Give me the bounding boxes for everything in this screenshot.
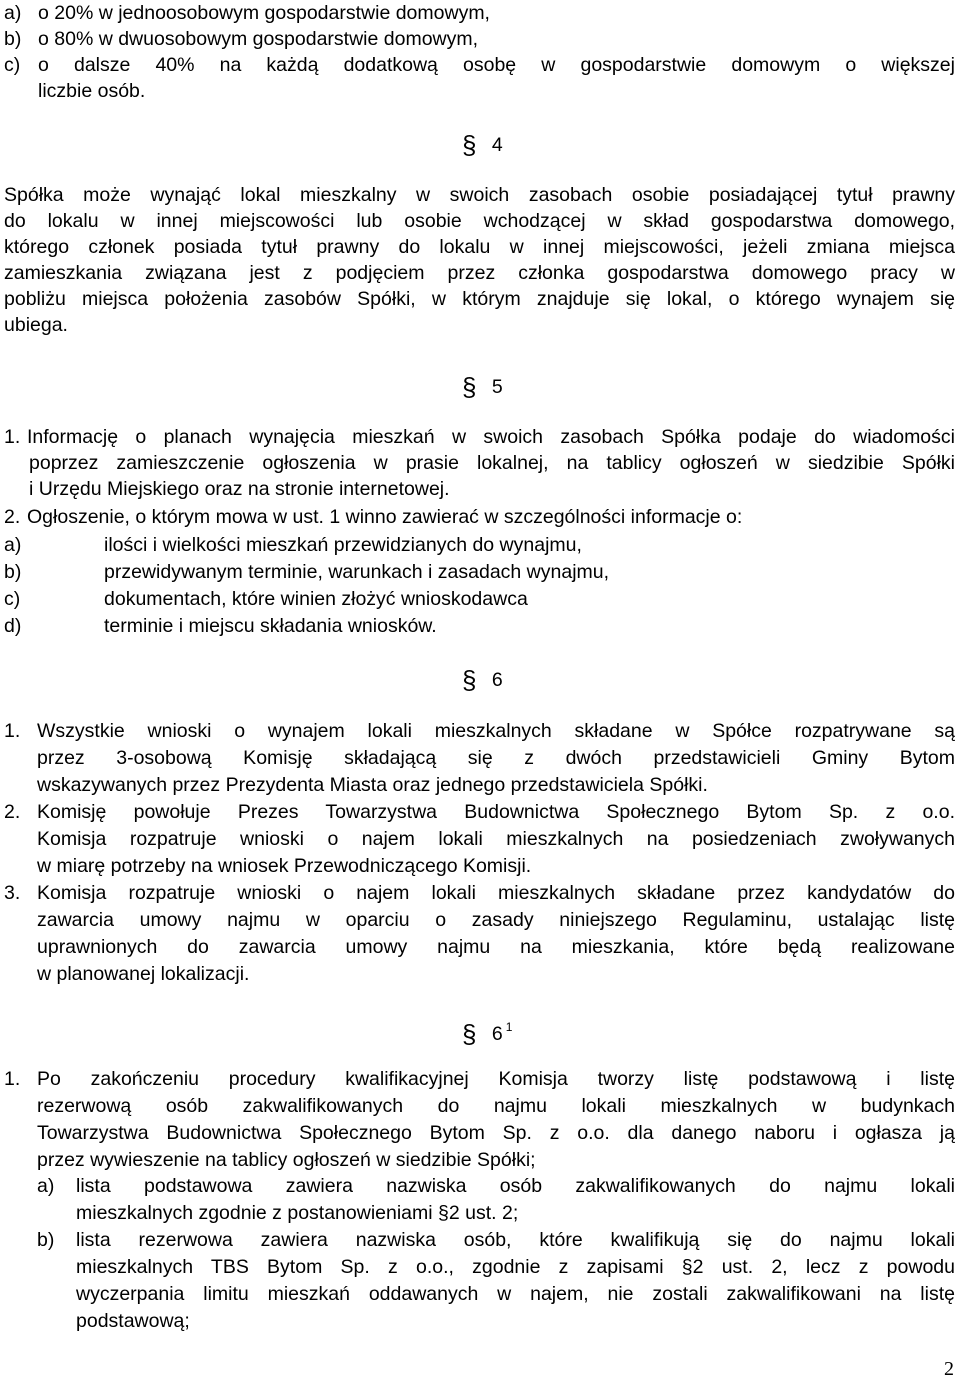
section-number: 4 [491, 134, 503, 156]
paragraph-line: w miarę potrzeby na wniosek Przewodniczącego Komisji. [37, 855, 532, 877]
point-marker: 3. [4, 882, 21, 904]
section-number: 6 [491, 1023, 503, 1045]
point-marker: 1. [4, 1068, 21, 1090]
section-heading-4 [462, 132, 503, 158]
paragraph-line: Komisja rozpatruje wnioski o najem lokali mieszkalnych składane przez kandydatów do [37, 882, 955, 904]
paragraph-line: Spółka może wynająć lokal mieszkalny w swoich zasobach osobie posiadającej tytuł prawny [4, 184, 955, 206]
list-item-line: lista podstawowa zawiera nazwiska osób zakwalifikowanych do najmu lokali [76, 1175, 955, 1197]
section-sign: § [462, 665, 477, 695]
list-marker: b) [37, 1229, 55, 1251]
list-item: przewidywanym terminie, warunkach i zasadach wynajmu, [104, 561, 610, 583]
list-item-c: o dalsze 40% na każdą dodatkową osobę w gospodarstwie domowym o większej [38, 54, 955, 76]
section-number: 6 [491, 669, 503, 691]
paragraph-line: wskazywanych przez Prezydenta Miasta oraz jednego przedstawiciela Spółki. [37, 774, 708, 796]
list-item-line: wyczerpania limitu mieszkań oddawanych w najem, nie zostali zakwalifikowani na listę [76, 1283, 955, 1305]
section-heading-5 [462, 374, 503, 400]
section-heading-6-1 [462, 1014, 513, 1049]
paragraph-line: przez 3-osobową Komisję składającą się z dwóch przedstawicieli Gminy Bytom [37, 747, 955, 769]
paragraph-line: zamieszkania związana jest z podjęciem przez członka gospodarstwa domowego pracy w [4, 262, 955, 284]
paragraph-line: zawarcia umowy najmu w oparciu o zasady niniejszego Regulaminu, ustalając listę [37, 909, 955, 931]
paragraph-line: Komisja rozpatruje wnioski o najem lokali mieszkalnych na posiedzeniach zwoływanych [37, 828, 955, 850]
paragraph-line: poprzez zamieszczenie ogłoszenia w prasie lokalnej, na tablicy ogłoszeń w siedzibie Spółki [29, 452, 955, 474]
paragraph-line: Informację o planach wynajęcia mieszkań w swoich zasobach Spółka podaje do wiadomości [27, 426, 955, 448]
list-item-b: o 80% w dwuosobowym gospodarstwie domowym, [38, 28, 479, 50]
paragraph-line: ubiega. [4, 314, 68, 336]
list-item: ilości i wielkości mieszkań przewidzianych do wynajmu, [104, 534, 582, 556]
paragraph-line: i Urzędu Miejskiego oraz na stronie internetowej. [29, 478, 450, 500]
section-number: 5 [491, 376, 503, 398]
paragraph-line: Towarzystwa Budownictwa Społecznego Bytom Sp. z o.o. dla danego naboru i ogłasza ją [37, 1122, 955, 1144]
paragraph-line: którego członek posiada tytuł prawny do lokalu w innej miejscowości, jeżeli zmiana miejsca [4, 236, 955, 258]
paragraph-line: w planowanej lokalizacji. [37, 963, 250, 985]
list-marker: a) [4, 534, 22, 556]
list-item-c-cont: liczbie osób. [38, 80, 146, 102]
page-number: 2 [944, 1358, 954, 1380]
paragraph-line: rezerwową osób zakwalifikowanych do najmu lokali mieszkalnych w budynkach [37, 1095, 955, 1117]
section-sign: § [462, 130, 477, 160]
list-marker: a) [37, 1175, 55, 1197]
paragraph-line: Po zakończeniu procedury kwalifikacyjnej Komisja tworzy listę podstawową i listę [37, 1068, 955, 1090]
point-marker: 1. [4, 720, 21, 742]
paragraph-line: przez wywieszenie na tablicy ogłoszeń w siedzibie Spółki; [37, 1149, 536, 1171]
point-marker: 1. [4, 426, 21, 448]
point-marker: 2. [4, 506, 21, 528]
section-sign: § [462, 372, 477, 402]
point-marker: 2. [4, 801, 21, 823]
list-marker-b: b) [4, 28, 22, 50]
paragraph-line: Wszystkie wnioski o wynajem lokali mieszkalnych składane w Spółce rozpatrywane są [37, 720, 955, 742]
list-item-line: podstawową; [76, 1310, 190, 1332]
paragraph-line: Ogłoszenie, o którym mowa w ust. 1 winno zawierać w szczególności informacje o: [27, 506, 743, 528]
paragraph-line: uprawnionych do zawarcia umowy najmu na mieszkania, które będą realizowane [37, 936, 955, 958]
list-marker: b) [4, 561, 22, 583]
list-item-line: mieszkalnych TBS Bytom Sp. z o.o., zgodnie z zapisami §2 ust. 2, lecz z powodu [76, 1256, 955, 1278]
section-heading-6 [462, 667, 503, 693]
paragraph-line: Komisję powołuje Prezes Towarzystwa Budownictwa Społecznego Bytom Sp. z o.o. [37, 801, 955, 823]
list-item-a: o 20% w jednoosobowym gospodarstwie domowym, [38, 2, 490, 24]
list-marker: d) [4, 615, 22, 637]
list-marker: c) [4, 588, 21, 610]
list-marker-a: a) [4, 2, 22, 24]
list-marker-c: c) [4, 54, 21, 76]
list-item: dokumentach, które winien złożyć wnioskodawca [104, 588, 528, 610]
list-item-line: mieszkalnych zgodnie z postanowieniami §2 ust. 2; [76, 1202, 519, 1224]
section-superscript: 1 [505, 1020, 513, 1034]
paragraph-line: do lokalu w innej miejscowości lub osobie wchodzącej w skład gospodarstwa domowego, [4, 210, 955, 232]
list-item: terminie i miejscu składania wniosków. [104, 615, 437, 637]
paragraph-line: pobliżu miejsca położenia zasobów Spółki, w którym znajduje się lokal, o którego wynajem się [4, 288, 955, 310]
list-item-line: lista rezerwowa zawiera nazwiska osób, które kwalifikują się do najmu lokali [76, 1229, 955, 1251]
section-sign: § [462, 1019, 477, 1049]
